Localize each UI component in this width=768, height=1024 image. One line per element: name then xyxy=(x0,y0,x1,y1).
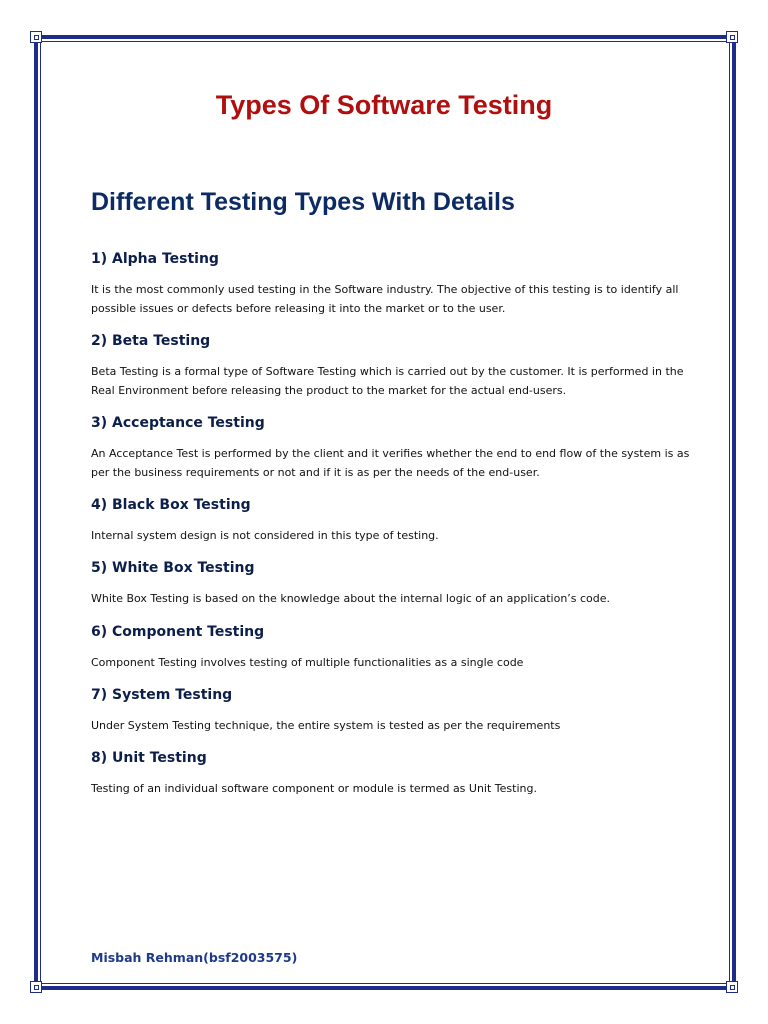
item-title: 4) Black Box Testing xyxy=(91,497,251,513)
item-title: 8) Unit Testing xyxy=(91,750,207,766)
item-title: 3) Acceptance Testing xyxy=(91,415,265,431)
item-title: 1) Alpha Testing xyxy=(91,251,219,267)
item-description: Testing of an individual software component or module is termed as Unit Testing. xyxy=(91,782,537,795)
list-item xyxy=(91,330,691,400)
list-item xyxy=(91,248,691,318)
section-heading: Different Testing Types With Details xyxy=(91,188,515,216)
list-item xyxy=(91,747,691,798)
item-description: Beta Testing is a formal type of Software Testing which is carried out by the customer. It is performed in the Real Environment before releasing the product to the market for the actual end-users. xyxy=(91,365,684,397)
item-description: Component Testing involves testing of multiple functionalities as a single code xyxy=(91,656,524,669)
document-title: Types Of Software Testing xyxy=(215,90,553,120)
item-description: Under System Testing technique, the entire system is tested as per the requirements xyxy=(91,719,561,732)
author-name: Misbah Rehman(bsf2003575) xyxy=(91,950,298,965)
item-title: 5) White Box Testing xyxy=(91,560,255,576)
item-description: An Acceptance Test is performed by the client and it verifies whether the end to end flow of the system is as per the business requirements or not and if it is as per the needs of the end-user. xyxy=(91,447,690,479)
item-description: White Box Testing is based on the knowledge about the internal logic of an application’s code. xyxy=(91,592,611,605)
item-description: Internal system design is not considered in this type of testing. xyxy=(91,529,439,542)
border-corner-ornament xyxy=(30,31,42,43)
item-title: 6) Component Testing xyxy=(91,624,265,640)
border-corner-ornament xyxy=(726,981,738,993)
list-item xyxy=(91,621,691,672)
item-title: 2) Beta Testing xyxy=(91,333,211,349)
border-corner-ornament xyxy=(30,981,42,993)
list-item xyxy=(91,557,691,608)
list-item xyxy=(91,494,691,545)
item-title: 7) System Testing xyxy=(91,687,233,703)
border-corner-ornament xyxy=(726,31,738,43)
item-description: It is the most commonly used testing in the Software industry. The objective of this testing is to identify all possible issues or defects before releasing it into the market or to the user. xyxy=(91,283,679,315)
list-item xyxy=(91,412,691,482)
list-item xyxy=(91,684,691,735)
